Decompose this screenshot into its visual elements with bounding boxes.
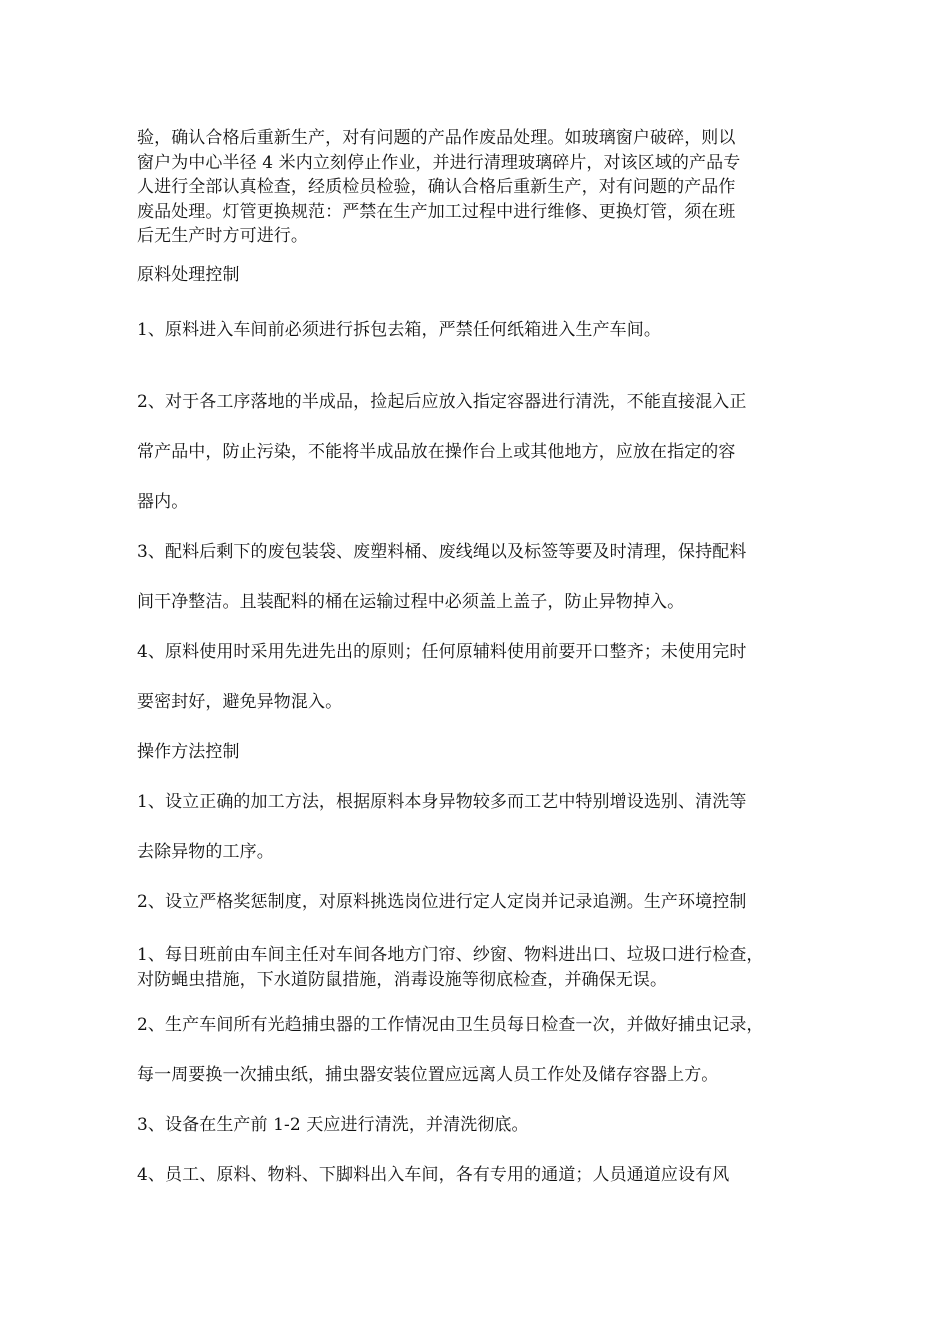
paragraph-line: 后无生产时方可进行。 [137,226,308,246]
list-item: 1、原料进入车间前必须进行拆包去箱，严禁任何纸箱进入生产车间。 [137,320,661,340]
list-item-continuation: 要密封好，避免异物混入。 [137,692,343,712]
list-item: 2、对于各工序落地的半成品，捡起后应放入指定容器进行清洗，不能直接混入正 [137,392,747,412]
list-item-continuation: 对防蝇虫措施，下水道防鼠措施，消毒设施等彻底检查，并确保无误。 [137,970,668,990]
list-item: 1、设立正确的加工方法，根据原料本身异物较多而工艺中特别增设选别、清洗等 [137,792,747,812]
paragraph-line: 窗户为中心半径 4 米内立刻停止作业，并进行清理玻璃碎片，对该区域的产品专 [137,153,741,173]
section-heading: 原料处理控制 [137,265,240,285]
list-item: 4、员工、原料、物料、下脚料出入车间，各有专用的通道；人员通道应设有风 [137,1165,730,1185]
list-item-continuation: 器内。 [137,492,189,512]
section-heading: 操作方法控制 [137,742,240,762]
list-item: 4、原料使用时采用先进先出的原则；任何原辅料使用前要开口整齐；未使用完时 [137,642,747,662]
list-item: 2、生产车间所有光趋捕虫器的工作情况由卫生员每日检查一次，并做好捕虫记录， [137,1015,764,1035]
list-item: 3、设备在生产前 1-2 天应进行清洗，并清洗彻底。 [137,1115,529,1135]
list-item-continuation: 每一周要换一次捕虫纸，捕虫器安装位置应远离人员工作处及储存容器上方。 [137,1065,719,1085]
paragraph-line: 人进行全部认真检查，经质检员检验，确认合格后重新生产，对有问题的产品作 [137,177,736,197]
list-item-continuation: 间干净整洁。且装配料的桶在运输过程中必须盖上盖子，防止异物掉入。 [137,592,685,612]
list-item: 2、设立严格奖惩制度，对原料挑选岗位进行定人定岗并记录追溯。生产环境控制 [137,892,747,912]
list-item-continuation: 去除异物的工序。 [137,842,274,862]
list-item: 1、每日班前由车间主任对车间各地方门帘、纱窗、物料进出口、垃圾口进行检查， [137,945,764,965]
paragraph-line: 验，确认合格后重新生产，对有问题的产品作废品处理。如玻璃窗户破碎，则以 [137,128,736,148]
list-item-continuation: 常产品中，防止污染，不能将半成品放在操作台上或其他地方，应放在指定的容 [137,442,736,462]
paragraph-line: 废品处理。灯管更换规范：严禁在生产加工过程中进行维修、更换灯管，须在班 [137,202,736,222]
list-item: 3、配料后剩下的废包装袋、废塑料桶、废线绳以及标签等要及时清理，保持配料 [137,542,747,562]
